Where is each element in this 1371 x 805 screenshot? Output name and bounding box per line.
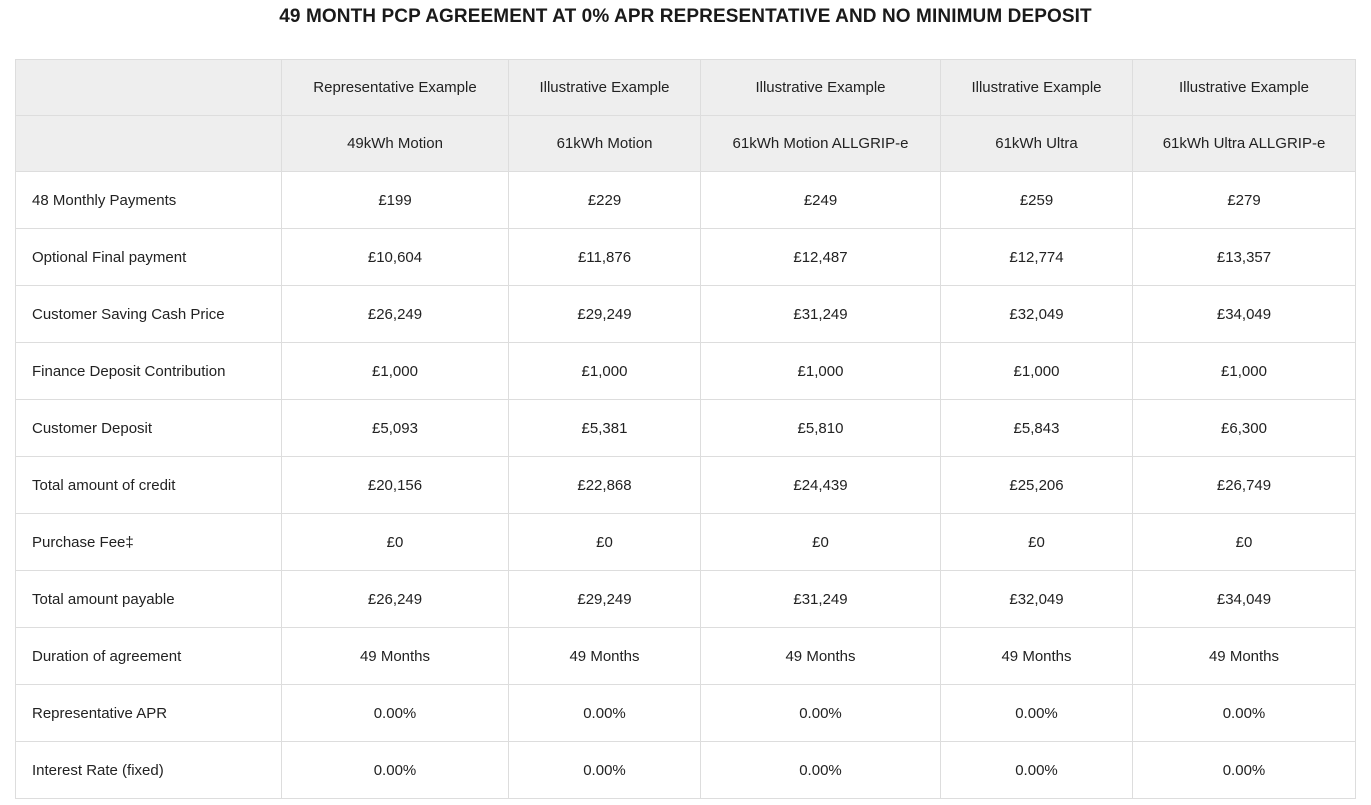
row-label: Total amount of credit [16, 457, 282, 514]
row-label: Interest Rate (fixed) [16, 742, 282, 799]
table-cell: 49 Months [282, 628, 509, 685]
row-label: Finance Deposit Contribution [16, 343, 282, 400]
model-header: 61kWh Motion [509, 116, 701, 172]
header-empty-cell [16, 116, 282, 172]
table-cell: £29,249 [509, 286, 701, 343]
row-label: Purchase Fee‡ [16, 514, 282, 571]
table-cell: £1,000 [941, 343, 1133, 400]
table-cell: 0.00% [1133, 742, 1356, 799]
table-cell: £22,868 [509, 457, 701, 514]
table-cell: £5,381 [509, 400, 701, 457]
table-cell: £0 [941, 514, 1133, 571]
table-row [16, 343, 1356, 400]
model-header: 61kWh Ultra ALLGRIP-e [1133, 116, 1356, 172]
table-cell: £25,206 [941, 457, 1133, 514]
table-row [16, 229, 1356, 286]
table-cell: £0 [701, 514, 941, 571]
table-cell: £259 [941, 172, 1133, 229]
row-label: Customer Saving Cash Price [16, 286, 282, 343]
table-cell: £249 [701, 172, 941, 229]
model-header: 49kWh Motion [282, 116, 509, 172]
example-type-header: Illustrative Example [701, 60, 941, 116]
table-row [16, 172, 1356, 229]
row-label: 48 Monthly Payments [16, 172, 282, 229]
table-cell: £31,249 [701, 571, 941, 628]
table-cell: £5,843 [941, 400, 1133, 457]
row-label: Representative APR [16, 685, 282, 742]
table-cell: £0 [1133, 514, 1356, 571]
table-cell: 49 Months [1133, 628, 1356, 685]
table-cell: 0.00% [282, 685, 509, 742]
table-cell: £199 [282, 172, 509, 229]
model-row [16, 116, 1356, 172]
example-type-header: Illustrative Example [509, 60, 701, 116]
table-cell: £5,810 [701, 400, 941, 457]
table-cell: £1,000 [701, 343, 941, 400]
table-cell: £31,249 [701, 286, 941, 343]
table-cell: 49 Months [509, 628, 701, 685]
table-cell: £34,049 [1133, 571, 1356, 628]
table-cell: £1,000 [1133, 343, 1356, 400]
row-label: Customer Deposit [16, 400, 282, 457]
table-cell: 0.00% [509, 742, 701, 799]
table-cell: 0.00% [701, 685, 941, 742]
example-type-row [16, 60, 1356, 116]
table-cell: 0.00% [282, 742, 509, 799]
table-row [16, 685, 1356, 742]
table-cell: £32,049 [941, 286, 1133, 343]
table-cell: £13,357 [1133, 229, 1356, 286]
table-cell: £24,439 [701, 457, 941, 514]
table-row [16, 514, 1356, 571]
table-row [16, 457, 1356, 514]
table-cell: £6,300 [1133, 400, 1356, 457]
table-row [16, 742, 1356, 799]
table-row [16, 286, 1356, 343]
example-type-header: Illustrative Example [941, 60, 1133, 116]
table-cell: 0.00% [509, 685, 701, 742]
table-cell: £1,000 [509, 343, 701, 400]
table-cell: £0 [282, 514, 509, 571]
table-cell: £0 [509, 514, 701, 571]
table-cell: 0.00% [1133, 685, 1356, 742]
table-cell: £29,249 [509, 571, 701, 628]
row-label: Duration of agreement [16, 628, 282, 685]
table-cell: £12,774 [941, 229, 1133, 286]
table-cell: 0.00% [701, 742, 941, 799]
table-cell: £26,249 [282, 286, 509, 343]
table-cell: 49 Months [941, 628, 1133, 685]
table-cell: 0.00% [941, 685, 1133, 742]
row-label: Optional Final payment [16, 229, 282, 286]
table-cell: £26,249 [282, 571, 509, 628]
table-cell: £32,049 [941, 571, 1133, 628]
table-row [16, 400, 1356, 457]
table-row [16, 628, 1356, 685]
table-cell: £279 [1133, 172, 1356, 229]
page-title: 49 MONTH PCP AGREEMENT AT 0% APR REPRESENTATIVE AND NO MINIMUM DEPOSIT [279, 6, 1092, 27]
finance-table [15, 59, 1356, 799]
table-cell: £20,156 [282, 457, 509, 514]
table-cell: £5,093 [282, 400, 509, 457]
table-row [16, 571, 1356, 628]
table-cell: £1,000 [282, 343, 509, 400]
table-cell: £34,049 [1133, 286, 1356, 343]
header-empty-cell [16, 60, 282, 116]
model-header: 61kWh Ultra [941, 116, 1133, 172]
table-cell: £26,749 [1133, 457, 1356, 514]
table-cell: £10,604 [282, 229, 509, 286]
example-type-header: Illustrative Example [1133, 60, 1356, 116]
table-cell: 0.00% [941, 742, 1133, 799]
table-cell: £12,487 [701, 229, 941, 286]
table-cell: £229 [509, 172, 701, 229]
row-label: Total amount payable [16, 571, 282, 628]
table-cell: £11,876 [509, 229, 701, 286]
example-type-header: Representative Example [282, 60, 509, 116]
model-header: 61kWh Motion ALLGRIP-e [701, 116, 941, 172]
table-cell: 49 Months [701, 628, 941, 685]
